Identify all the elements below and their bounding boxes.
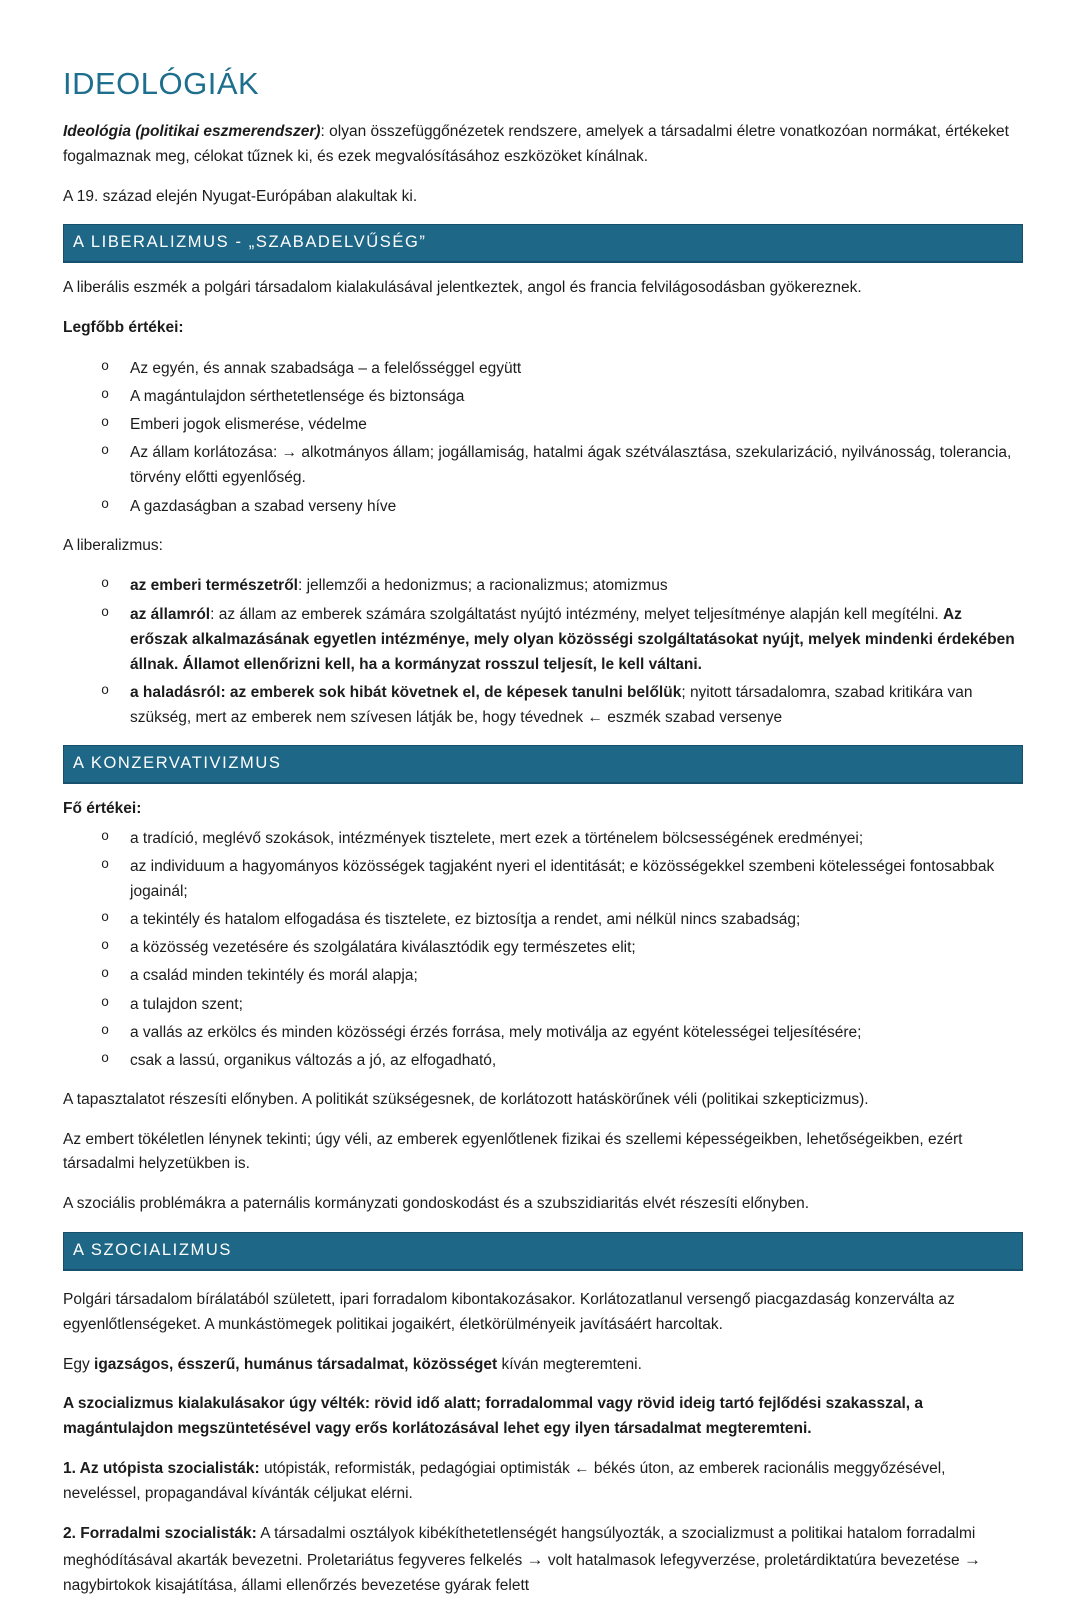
list-item: [63, 963, 1023, 988]
section-header-socialism: [63, 1232, 1023, 1271]
page-title: IDEOLÓGIÁK: [63, 66, 260, 101]
socialism-goal-paragraph: [63, 1353, 1023, 1378]
list-item-text: Az egyén, és annak szabadsága – a felelősséggel együtt: [130, 359, 522, 377]
list-item-text: a vallás az erkölcs és minden közösségi érzés forrása, mely motiválja az egyént kötelességei teljesítésére;: [130, 1023, 862, 1041]
right-arrow-icon: →: [963, 1550, 981, 1570]
list-item-text: a tradíció, meglévő szokások, intézmények tisztelete, mert ezek a történelem bölcsességének eredményei;: [130, 829, 864, 847]
goal-text-emphasis: igazságos, ésszerű, humánus társadalmat, közösséget: [94, 1355, 498, 1373]
definition-text: : olyan összefüggőnézetek rendszere, amelyek a társadalmi életre vonatkozóan normákat, értékeket fogalmaznak meg, célokat tűznek ki, és ezek megvalósításához eszközöket kínálnak.: [63, 123, 1009, 165]
socialism-utopian-paragraph: [63, 1457, 1023, 1507]
intro-definition-paragraph: [63, 120, 1023, 170]
liberalism-values-list: [63, 356, 1023, 519]
list-item-text: Emberi jogok elismerése, védelme: [130, 416, 367, 434]
conservatism-paragraph-human: Az embert tökéletlen lénynek tekinti; úgy véli, az emberek egyenlőtlenek fizikai és szellemi képességeikben, lehetőségeikben, ezért társadalmi helyzetükben is.: [63, 1130, 963, 1173]
list-item-text: a tekintély és hatalom elfogadása és tisztelete, ez biztosítja a rendet, ami nélkül nincs szabadság;: [130, 911, 801, 929]
list-item-text: a család minden tekintély és morál alapja;: [130, 967, 418, 985]
conservatism-paragraph-social: A szociális problémákra a paternális kormányzati gondoskodást és a szubszidiaritás elvét részesíti előnyben.: [63, 1195, 810, 1213]
right-arrow-icon: →: [526, 1550, 544, 1570]
list-item: [63, 384, 1023, 409]
list-item-text: Az állam korlátozása: → alkotmányos állam; jogállamiság, hatalmi ágak szétválasztása, szekularizáció, nyilvánosság, tolerancia, törvény előtti egyenlőség.: [130, 444, 1012, 487]
list-item: [63, 440, 1023, 490]
list-item-lead: a haladásról: az emberek sok hibát követnek el, de képesek tanulni belőlük: [130, 683, 682, 701]
list-item-text: A gazdaságban a szabad verseny híve: [130, 497, 397, 515]
section-header-label: A SZOCIALIZMUS: [73, 1241, 233, 1260]
list-item: [63, 907, 1023, 932]
list-item-text: A magántulajdon sérthetetlensége és biztonsága: [130, 388, 465, 406]
list-item: [63, 573, 1023, 598]
list-item-text: csak a lassú, organikus változás a jó, az elfogadható,: [130, 1051, 497, 1069]
list-item-text: ; nyitott társadalomra, szabad kritikára van szükség, mert az emberek nem szívesen látják be, hogy tévednek ← eszmék szabad versenye: [130, 683, 973, 726]
conservatism-values-list: [63, 826, 1023, 1073]
revolutionary-lead: 2. Forradalmi szocialisták:: [63, 1524, 257, 1542]
goal-text-post: kíván megteremteni.: [497, 1355, 642, 1373]
list-item: [63, 494, 1023, 519]
list-item-text: az individuum a hagyományos közösségek tagjaként nyeri el identitását; e közösségekkel szembeni kötelességei fontosabbak jogainál;: [130, 858, 995, 901]
liberalism-about-label: A liberalizmus:: [63, 536, 163, 554]
conservatism-values-label: Fő értékei:: [63, 800, 142, 818]
list-item-text: a tulajdon szent;: [130, 995, 243, 1013]
revolutionary-text: A társadalmi osztályok kibékíthetetlenségét hangsúlyozták, a szocializmust a politikai hatalom forradalmi meghódításával akarták bevezetni. Proletariátus fegyveres felkelés: [63, 1524, 976, 1570]
list-item-lead: az emberi természetről: [130, 577, 298, 595]
utopian-text: utópisták, reformisták, pedagógiai optimisták ← békés úton, az emberek racionális meggyőzésével, neveléssel, propagandával kívánták céljukat elérni.: [63, 1460, 946, 1502]
section-header-label: A LIBERALIZMUS - „SZABADELVŰSÉG”: [73, 233, 427, 252]
list-item: [63, 826, 1023, 851]
list-item-text: : jellemzői a hedonizmus; a racionalizmus; atomizmus: [298, 577, 668, 595]
conservatism-paragraph-experience: A tapasztalatot részesíti előnyben. A politikát szükségesnek, de korlátozott hatáskörűnek véli (politikai szkepticizmus).: [63, 1090, 869, 1108]
utopian-lead: 1. Az utópista szocialisták:: [63, 1460, 260, 1478]
definition-term: Ideológia (politikai eszmerendszer): [63, 123, 321, 140]
list-item: [63, 602, 1023, 677]
list-item: [63, 412, 1023, 437]
socialism-intro-paragraph: Polgári társadalom bírálatából született, ipari forradalom kibontakozásakor. Korlátozatlanul versengő piacgazdaság konzerválta az egyenlőtlenségeket. A munkástömegek politikai jogaikért, életkörülményeik javításáért harcoltak.: [63, 1291, 955, 1333]
liberalism-intro-paragraph: A liberális eszmék a polgári társadalom kialakulásával jelentkeztek, angol és francia felvilágosodásban gyökereznek.: [63, 279, 862, 297]
revolutionary-text: nagybirtokok kisajátítása, állami ellenőrzés bevezetése gyárak felett: [63, 1577, 530, 1595]
revolutionary-text: volt hatalmasok lefegyverzése, proletárdiktatúra bevezetése: [543, 1552, 964, 1570]
liberalism-about-list: [63, 573, 1023, 730]
list-item-text: : az állam az emberek számára szolgáltatást nyújtó intézmény, melyet teljesítménye alapján kell megítélni.: [210, 605, 943, 623]
list-item: [63, 935, 1023, 960]
section-header-label: A KONZERVATIVIZMUS: [73, 754, 282, 773]
list-item: [63, 1020, 1023, 1045]
list-item-text: a közösség vezetésére és szolgálatára kiválasztódik egy természetes elit;: [130, 939, 636, 957]
list-item-lead: az államról: [130, 605, 211, 623]
socialism-belief-paragraph: A szocializmus kialakulásakor úgy vélték: rövid idő alatt; forradalommal vagy rövid ideig tartó fejlődési szakasszal, a magántulajdon megszüntetésével vagy erős korlátozásával lehet egy ilyen társadalmat megteremteni.: [63, 1395, 923, 1438]
list-item: [63, 680, 1023, 730]
socialism-revolutionary-paragraph: [63, 1522, 1023, 1599]
goal-text-pre: Egy: [63, 1355, 95, 1373]
list-item: [63, 356, 1023, 381]
section-header-liberalism: [63, 224, 1023, 263]
section-header-conservatism: [63, 745, 1023, 784]
intro-origin-paragraph: A 19. század elején Nyugat-Európában alakultak ki.: [63, 187, 418, 205]
list-item: [63, 854, 1023, 904]
list-item: [63, 1048, 1023, 1073]
list-item-emphasis: Az erőszak alkalmazásának egyetlen intézménye, mely olyan közösségi szolgáltatásokat nyújt, melyek mindenki érdekében állnak. Államot ellenőrizni kell, ha a kormányzat rosszul teljesít, le kell váltani.: [130, 605, 1015, 673]
list-item: [63, 992, 1023, 1017]
liberalism-values-label: Legfőbb értékei:: [63, 319, 184, 337]
